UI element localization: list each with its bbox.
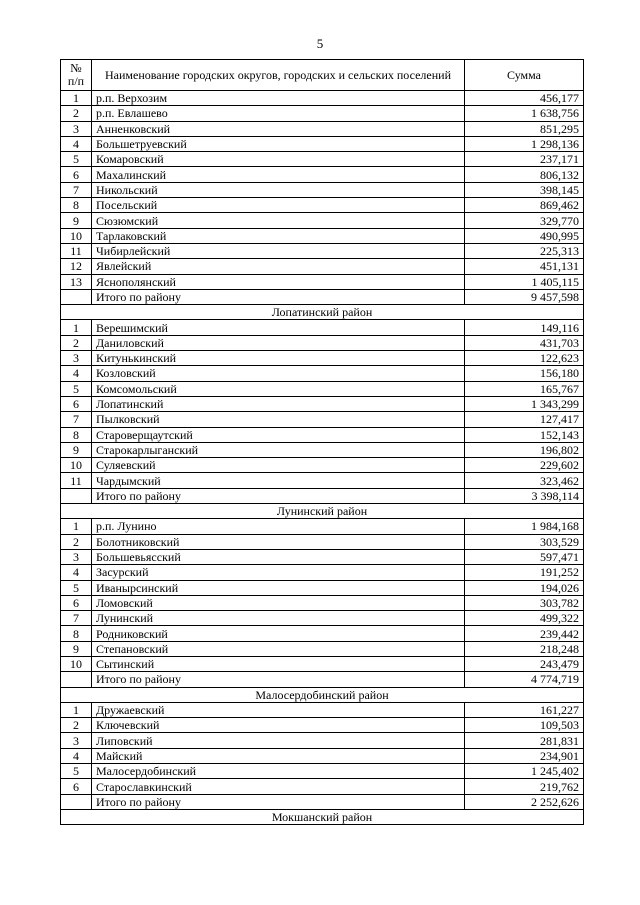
settlement-name: Чибирлейский xyxy=(92,243,465,258)
section-title: Лунинский район xyxy=(61,504,584,519)
settlement-name: Ключевский xyxy=(92,718,465,733)
row-number: 3 xyxy=(61,351,92,366)
table-row xyxy=(61,427,584,442)
row-number: 1 xyxy=(61,702,92,717)
settlement-sum: 1 245,402 xyxy=(465,764,584,779)
settlement-sum: 234,901 xyxy=(465,748,584,763)
row-number: 1 xyxy=(61,519,92,534)
settlement-name: Явлейский xyxy=(92,259,465,274)
settlement-name: Сытинский xyxy=(92,656,465,671)
settlement-name: Дружаевский xyxy=(92,702,465,717)
total-row xyxy=(61,289,584,304)
settlement-sum: 196,802 xyxy=(465,442,584,457)
table-row xyxy=(61,213,584,228)
settlement-sum: 152,143 xyxy=(465,427,584,442)
settlement-name: Яснополянский xyxy=(92,274,465,289)
settlement-name: Старокарлыганский xyxy=(92,442,465,457)
settlement-sum: 490,995 xyxy=(465,228,584,243)
row-number: 7 xyxy=(61,412,92,427)
table-row xyxy=(61,458,584,473)
settlement-name: Махалинский xyxy=(92,167,465,182)
table-row xyxy=(61,733,584,748)
settlement-sum: 127,417 xyxy=(465,412,584,427)
settlement-sum: 806,132 xyxy=(465,167,584,182)
table-row xyxy=(61,136,584,151)
total-sum: 3 398,114 xyxy=(465,488,584,503)
section-row xyxy=(61,305,584,320)
total-number-cell xyxy=(61,672,92,687)
row-number: 2 xyxy=(61,534,92,549)
settlement-name: Комаровский xyxy=(92,152,465,167)
settlement-sum: 499,322 xyxy=(465,611,584,626)
section-row xyxy=(61,809,584,824)
settlement-name: Родниковский xyxy=(92,626,465,641)
total-number-cell xyxy=(61,794,92,809)
settlement-name: Суляевский xyxy=(92,458,465,473)
settlement-sum: 194,026 xyxy=(465,580,584,595)
header-number: № п/п xyxy=(61,60,92,91)
table-row xyxy=(61,396,584,411)
settlement-name: Большевьясский xyxy=(92,549,465,564)
settlement-name: р.п. Евлашево xyxy=(92,106,465,121)
settlement-name: Чардымский xyxy=(92,473,465,488)
settlement-sum: 329,770 xyxy=(465,213,584,228)
total-sum: 4 774,719 xyxy=(465,672,584,687)
settlement-name: Болотниковский xyxy=(92,534,465,549)
section-title: Мокшанский район xyxy=(61,809,584,824)
table-row xyxy=(61,549,584,564)
settlement-name: Большетруевский xyxy=(92,136,465,151)
settlement-name: Пылковский xyxy=(92,412,465,427)
settlement-sum: 1 298,136 xyxy=(465,136,584,151)
settlement-sum: 303,529 xyxy=(465,534,584,549)
settlement-sum: 225,313 xyxy=(465,243,584,258)
settlement-sum: 219,762 xyxy=(465,779,584,794)
total-label: Итого по району xyxy=(92,794,465,809)
page-number: 5 xyxy=(316,36,324,51)
settlement-sum: 1 405,115 xyxy=(465,274,584,289)
settlement-name: Никольский xyxy=(92,182,465,197)
total-number-cell xyxy=(61,289,92,304)
total-sum: 9 457,598 xyxy=(465,289,584,304)
row-number: 2 xyxy=(61,718,92,733)
table-row xyxy=(61,182,584,197)
settlement-sum: 156,180 xyxy=(465,366,584,381)
settlement-sum: 1 638,756 xyxy=(465,106,584,121)
total-row xyxy=(61,794,584,809)
settlement-sum: 456,177 xyxy=(465,91,584,106)
row-number: 10 xyxy=(61,228,92,243)
row-number: 3 xyxy=(61,549,92,564)
row-number: 6 xyxy=(61,595,92,610)
settlement-name: р.п. Лунино xyxy=(92,519,465,534)
table-row xyxy=(61,167,584,182)
settlement-sum: 191,252 xyxy=(465,565,584,580)
settlement-sum: 237,171 xyxy=(465,152,584,167)
table-row xyxy=(61,764,584,779)
row-number: 11 xyxy=(61,243,92,258)
settlement-name: Майский xyxy=(92,748,465,763)
row-number: 10 xyxy=(61,656,92,671)
settlement-name: Посельский xyxy=(92,198,465,213)
row-number: 4 xyxy=(61,136,92,151)
row-number: 4 xyxy=(61,565,92,580)
table-row xyxy=(61,243,584,258)
settlement-name: Иванырсинский xyxy=(92,580,465,595)
settlement-name: Засурский xyxy=(92,565,465,580)
header-name: Наименование городских округов, городских и сельских поселений xyxy=(92,60,465,91)
row-number: 5 xyxy=(61,152,92,167)
table-row xyxy=(61,748,584,763)
settlement-sum: 149,116 xyxy=(465,320,584,335)
settlement-name: Сюзюмский xyxy=(92,213,465,228)
total-label: Итого по району xyxy=(92,488,465,503)
table-row xyxy=(61,106,584,121)
table-row xyxy=(61,121,584,136)
table-row xyxy=(61,595,584,610)
settlements-table xyxy=(60,59,584,825)
settlement-sum: 281,831 xyxy=(465,733,584,748)
row-number: 9 xyxy=(61,641,92,656)
settlement-sum: 431,703 xyxy=(465,335,584,350)
settlement-name: Верешимский xyxy=(92,320,465,335)
settlement-name: Степановский xyxy=(92,641,465,656)
row-number: 5 xyxy=(61,381,92,396)
table-row xyxy=(61,473,584,488)
table-row xyxy=(61,534,584,549)
row-number: 6 xyxy=(61,396,92,411)
table-row xyxy=(61,259,584,274)
section-title: Лопатинский район xyxy=(61,305,584,320)
row-number: 11 xyxy=(61,473,92,488)
total-row xyxy=(61,488,584,503)
row-number: 10 xyxy=(61,458,92,473)
table-header xyxy=(61,60,584,91)
row-number: 6 xyxy=(61,779,92,794)
settlement-name: Старославкинский xyxy=(92,779,465,794)
header-sum: Сумма xyxy=(465,60,584,91)
table-row xyxy=(61,442,584,457)
table-row xyxy=(61,91,584,106)
settlement-name: Лопатинский xyxy=(92,396,465,411)
settlement-sum: 1 984,168 xyxy=(465,519,584,534)
row-number: 4 xyxy=(61,748,92,763)
row-number: 5 xyxy=(61,764,92,779)
total-label: Итого по району xyxy=(92,289,465,304)
table-row xyxy=(61,565,584,580)
settlement-sum: 398,145 xyxy=(465,182,584,197)
settlement-sum: 303,782 xyxy=(465,595,584,610)
row-number: 8 xyxy=(61,198,92,213)
row-number: 3 xyxy=(61,733,92,748)
row-number: 12 xyxy=(61,259,92,274)
settlement-sum: 109,503 xyxy=(465,718,584,733)
row-number: 7 xyxy=(61,182,92,197)
table-row xyxy=(61,381,584,396)
row-number: 2 xyxy=(61,106,92,121)
row-number: 13 xyxy=(61,274,92,289)
settlement-name: Тарлаковский xyxy=(92,228,465,243)
row-number: 2 xyxy=(61,335,92,350)
section-row xyxy=(61,687,584,702)
section-title: Малосердобинский район xyxy=(61,687,584,702)
table-body xyxy=(61,91,584,825)
row-number: 8 xyxy=(61,626,92,641)
total-number-cell xyxy=(61,488,92,503)
table-row xyxy=(61,702,584,717)
settlement-name: Анненковский xyxy=(92,121,465,136)
settlement-name: р.п. Верхозим xyxy=(92,91,465,106)
table-row xyxy=(61,656,584,671)
table-row xyxy=(61,351,584,366)
settlement-name: Козловский xyxy=(92,366,465,381)
row-number: 9 xyxy=(61,213,92,228)
table-row xyxy=(61,198,584,213)
row-number: 5 xyxy=(61,580,92,595)
settlement-name: Староверщаутский xyxy=(92,427,465,442)
row-number: 7 xyxy=(61,611,92,626)
table-row xyxy=(61,320,584,335)
settlement-sum: 218,248 xyxy=(465,641,584,656)
table-row xyxy=(61,641,584,656)
total-row xyxy=(61,672,584,687)
table-row xyxy=(61,611,584,626)
table-row xyxy=(61,152,584,167)
settlement-sum: 161,227 xyxy=(465,702,584,717)
settlement-name: Липовский xyxy=(92,733,465,748)
settlement-name: Комсомольский xyxy=(92,381,465,396)
total-sum: 2 252,626 xyxy=(465,794,584,809)
row-number: 6 xyxy=(61,167,92,182)
section-row xyxy=(61,504,584,519)
settlement-sum: 1 343,299 xyxy=(465,396,584,411)
row-number: 9 xyxy=(61,442,92,457)
settlement-sum: 323,462 xyxy=(465,473,584,488)
settlement-name: Лунинский xyxy=(92,611,465,626)
settlement-sum: 869,462 xyxy=(465,198,584,213)
table-row xyxy=(61,228,584,243)
row-number: 1 xyxy=(61,91,92,106)
table-row xyxy=(61,335,584,350)
settlement-sum: 451,131 xyxy=(465,259,584,274)
table-row xyxy=(61,412,584,427)
settlement-sum: 851,295 xyxy=(465,121,584,136)
table-row xyxy=(61,274,584,289)
table-row xyxy=(61,366,584,381)
settlement-sum: 243,479 xyxy=(465,656,584,671)
row-number: 1 xyxy=(61,320,92,335)
table-row xyxy=(61,580,584,595)
settlement-name: Малосердобинский xyxy=(92,764,465,779)
total-label: Итого по району xyxy=(92,672,465,687)
table-row xyxy=(61,519,584,534)
settlement-name: Китунькинский xyxy=(92,351,465,366)
settlement-sum: 229,602 xyxy=(465,458,584,473)
row-number: 8 xyxy=(61,427,92,442)
settlement-sum: 597,471 xyxy=(465,549,584,564)
table-row xyxy=(61,718,584,733)
table-row xyxy=(61,779,584,794)
settlement-name: Ломовский xyxy=(92,595,465,610)
table-row xyxy=(61,626,584,641)
row-number: 3 xyxy=(61,121,92,136)
settlement-sum: 239,442 xyxy=(465,626,584,641)
settlement-sum: 165,767 xyxy=(465,381,584,396)
settlement-sum: 122,623 xyxy=(465,351,584,366)
row-number: 4 xyxy=(61,366,92,381)
settlement-name: Даниловский xyxy=(92,335,465,350)
